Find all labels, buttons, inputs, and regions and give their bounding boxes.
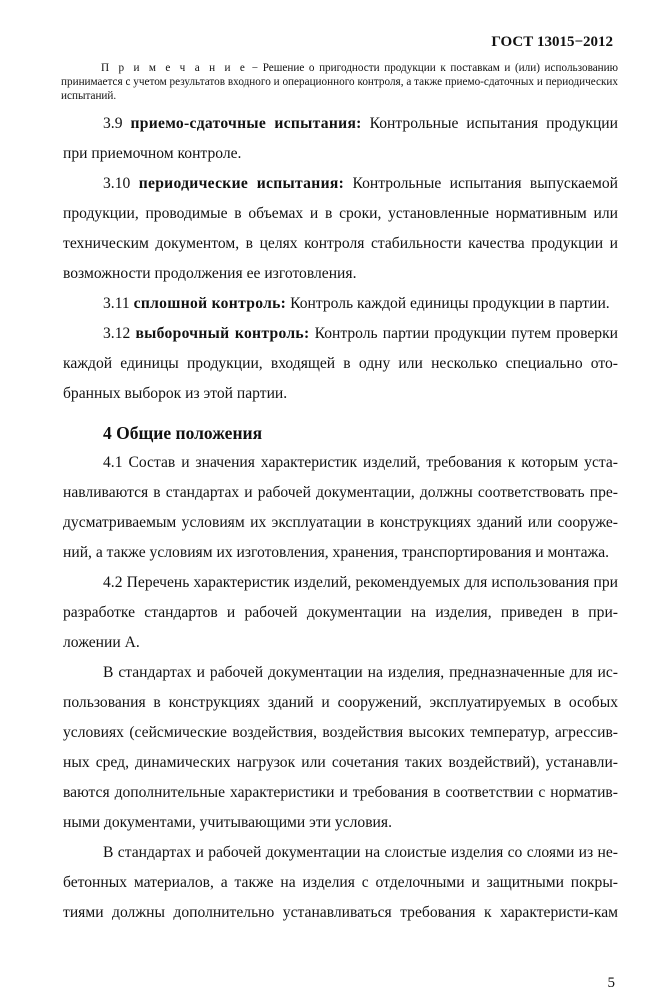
definition-number: 3.12	[103, 325, 131, 342]
definition-number: 3.10	[103, 175, 131, 192]
definition-3-11	[63, 289, 618, 319]
definition-3-12	[63, 319, 618, 409]
note-dash: −	[247, 62, 263, 74]
definition-term: приемо-сдаточные испытания:	[130, 115, 362, 132]
note-text: Решение о пригодности продукции к поставкам и (или) использованию принимается с учетом результатов входного и операционного контроля, а также приемо-сдаточных и периодических испытаний.	[61, 62, 619, 102]
note-block	[61, 61, 618, 103]
document-body	[63, 109, 618, 928]
note-label: П р и м е ч а н и е	[101, 62, 248, 74]
note-paragraph	[61, 61, 618, 103]
definition-text: Контроль каждой единицы продукции в партии.	[290, 295, 610, 312]
definition-term: выборочный контроль:	[135, 325, 310, 342]
definition-text: Контрольные испытания выпускаемой продукции, проводимые в объемах и в сроки, установленные нормативным или техническим документом, в целях контроля стабильности качества продукции и возможности продолжения ее изготовления.	[63, 175, 618, 282]
definition-text: Контрольные испытания продукции при приемочном контроле.	[63, 115, 618, 162]
paragraph-layered-products: В стандартах и рабочей документации на слоистые изделия со слоями из не-бетонных материалов, а также на изделия с отделочными и защитными покры-тиями должны дополнительно устанавливаться требования к характеристи-кам	[63, 844, 618, 921]
definition-term: периодические испытания:	[138, 175, 345, 192]
definition-number: 3.9	[103, 115, 123, 132]
document-code-header: ГОСТ 13015−2012	[491, 34, 613, 50]
definition-text: Контроль партии продукции путем проверки каждой единицы продукции, входящей в одну или несколько специально ото-бранных выборок из этой партии.	[63, 325, 619, 402]
definition-term: сплошной контроль:	[133, 295, 287, 312]
page-number: 5	[607, 975, 615, 991]
definition-3-10	[63, 169, 618, 289]
paragraph-special-conditions: В стандартах и рабочей документации на изделия, предназначенные для ис-пользования в конструкциях зданий и сооружений, эксплуатируемых в особых условиях (сейсмические воздействия, воздействия высоких температур, агрессив-ных сред, динамических нагрузок или сочетания таких воздействий), устанавли-ваются дополнительные характеристики и требования в соответствии с норматив-ными документами, учитывающими эти условия.	[63, 664, 618, 831]
paragraph-4-2: 4.2 Перечень характеристик изделий, рекомендуемых для использования при разработке стандартов и рабочей документации на изделия, приведен в при-ложении А.	[63, 574, 618, 651]
paragraph-4-1: 4.1 Состав и значения характеристик изделий, требования к которым уста-навливаются в стандартах и рабочей документации, должны соответствовать пре-дусматриваемым условиям их эксплуатации в конструкциях зданий или сооруже-ний, а также условиям их изготовления, хранения, транспортирования и монтажа.	[63, 454, 618, 561]
definition-number: 3.11	[103, 295, 130, 312]
definition-3-9	[63, 109, 618, 169]
section-heading: 4 Общие положения	[103, 423, 263, 443]
